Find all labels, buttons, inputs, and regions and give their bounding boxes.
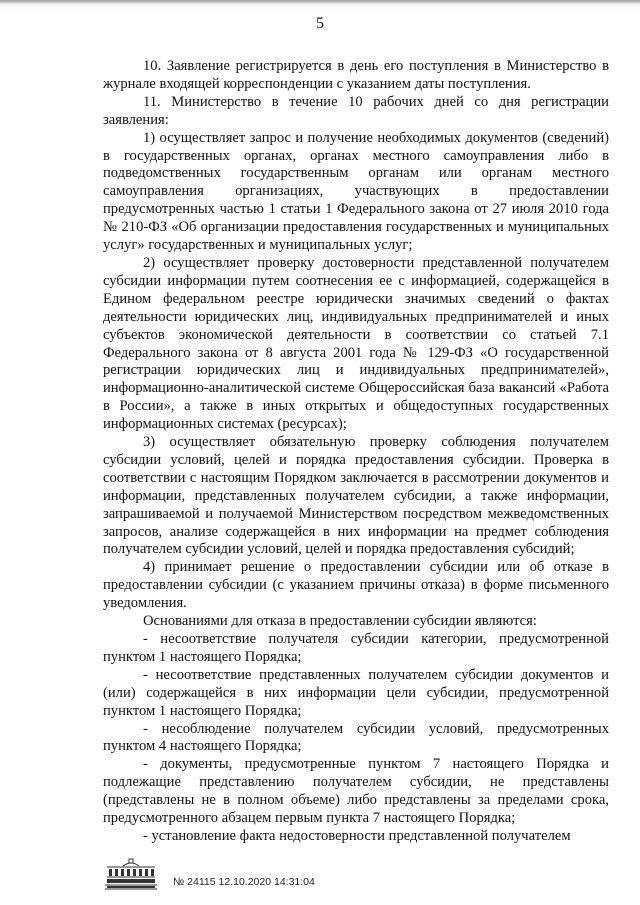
page-footer (103, 857, 503, 891)
refusal-grounds-heading: Основаниями для отказа в предоставлении субсидии являются: (143, 613, 537, 630)
subitem-1-request: 1) осуществляет запрос и получение необходимых документов (сведений) в государственных органах, органах местного самоуправления либо в подведомственных государственным органам или органам местного самоуправления организациях, участвующих в предоставлении предусмотренных частью 1 статьи 1 Федерального закона от 27 июля 2010 года № 210-ФЗ «Об организации предоставления государственных и муниципальных услуг» государственных и муниципальных услуг; (103, 129, 609, 254)
building-emblem-icon (103, 857, 159, 891)
document-body (103, 58, 609, 846)
refusal-ground-category: - несоответствие получателя субсидии категории, предусмотренной пунктом 1 настоящего Порядка; (103, 631, 609, 665)
refusal-ground-missing-documents: - документы, предусмотренные пунктом 7 настоящего Порядка и подлежащие представлению получателем субсидии, не представлены (представлены не в полном объеме) либо представлены за пределами срока, предусмотренного абзацем первым пункта 7 настоящего Порядка; (103, 756, 609, 827)
refusal-ground-false-information: - установление факта недостоверности представленной получателем (143, 827, 571, 844)
scan-edge-artifact (0, 0, 640, 10)
paragraph-item-11: 11. Министерство в течение 10 рабочих дней со дня регистрации заявления: (103, 93, 609, 128)
registration-stamp-text: № 24115 12.10.2020 14:31:04 (173, 876, 315, 888)
refusal-ground-documents: - несоответствие представленных получателем субсидии документов и (или) содержащейся в них информации цели субсидии, предусмотренной пунктом 1 настоящего Порядка; (103, 666, 609, 719)
page-number: 5 (316, 15, 324, 32)
paragraph-item-10: 10. Заявление регистрируется в день его поступления в Министерство в журнале входящей корреспонденции с указанием даты поступления. (103, 58, 609, 92)
subitem-3-compliance-check: 3) осуществляет обязательную проверку соблюдения получателем субсидии условий, целей и порядка предоставления субсидии. Проверка в соответствии с настоящим Порядком заключается в рассмотрении документов и информации, представленных получателем субсидии, а также информации, запрашиваемой и получаемой Министерством посредством межведомственных запросов, анализе содержащейся в них информации на предмет соблюдения получателем субсидии условий, целей и порядка предоставления субсидий; (103, 434, 609, 558)
subitem-4-decision: 4) принимает решение о предоставлении субсидии или об отказе в предоставлении субсидии (с указанием причины отказа) в форме письменного уведомления. (103, 559, 609, 612)
subitem-2-verification: 2) осуществляет проверку достоверности представленной получателем субсидии информации путем соотнесения ее с информацией, содержащейся в Едином федеральном реестре юридически значимых сведений о фактах деятельности юридических лиц, индивидуальных предпринимателей и иных субъектов экономической деятельности в соответствии со статьей 7.1 Федерального закона от 8 августа 2001 года № 129-ФЗ «О государственной регистрации юридических лиц и индивидуальных предпринимателей», информационно-аналитической системе Общероссийская база вакансий «Работа в России», а также в иных открытых и общедоступных государственных информационных системах (ресурсах); (103, 254, 609, 433)
refusal-ground-conditions: - несоблюдение получателем субсидии условий, предусмотренных пунктом 4 настоящего Порядка; (103, 720, 609, 755)
